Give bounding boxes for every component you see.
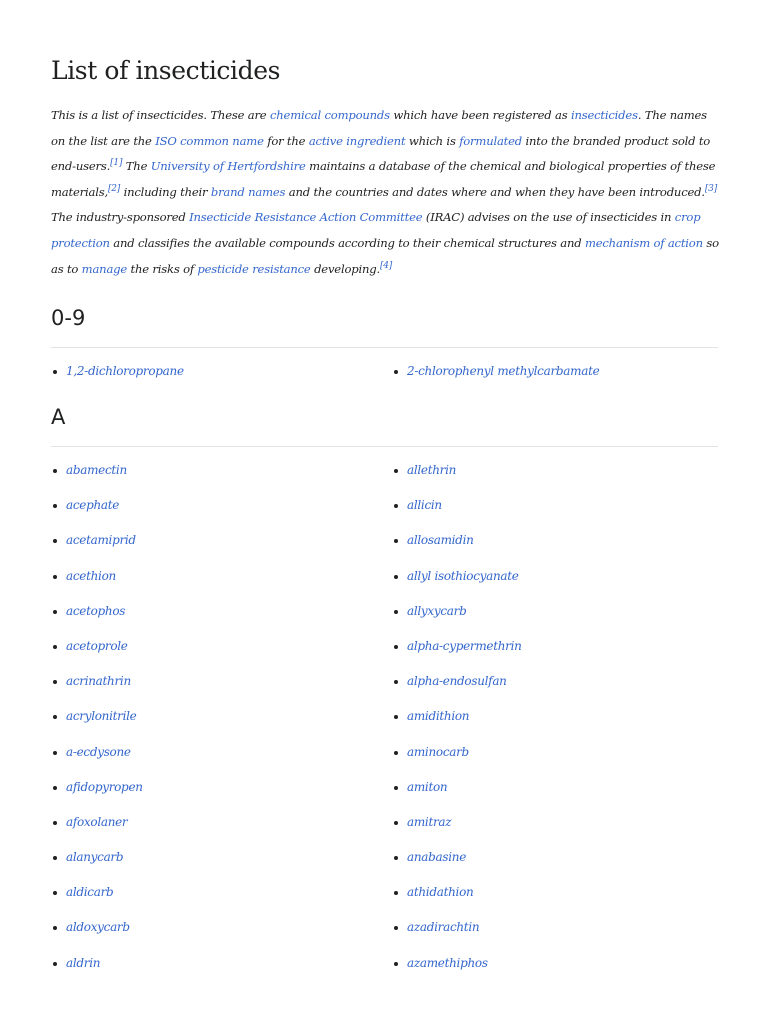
list-item	[392, 671, 722, 706]
link-manage[interactable]: manage	[81, 261, 128, 276]
insecticide-link[interactable]: aldicarb	[66, 885, 114, 900]
intro-text: which have been registered as	[389, 108, 571, 122]
intro-paragraph	[51, 103, 719, 282]
reference-1[interactable]: [1]	[110, 158, 123, 169]
insecticide-link[interactable]: acethion	[66, 568, 116, 583]
intro-text: (IRAC) advises on the use of insecticides in	[422, 210, 675, 225]
page-title: List of insecticides	[51, 56, 281, 85]
insecticide-link[interactable]: aldoxycarb	[66, 920, 130, 935]
section-divider	[51, 347, 718, 348]
list-item	[392, 495, 722, 530]
insecticide-link[interactable]: aminocarb	[407, 744, 469, 759]
insecticide-link[interactable]: azadirachtin	[407, 920, 480, 935]
link-iso-common-name[interactable]: ISO common name	[155, 133, 264, 148]
list-item	[51, 917, 381, 952]
list-item	[51, 847, 381, 882]
insecticide-link[interactable]: afidopyropen	[66, 779, 143, 794]
insecticide-link[interactable]: alpha-cypermethrin	[407, 638, 522, 653]
list-item	[392, 601, 722, 636]
insecticide-link[interactable]: afoxolaner	[66, 814, 128, 829]
insecticide-link[interactable]: acetophos	[66, 603, 126, 618]
list-item	[51, 636, 381, 671]
reference-4[interactable]: [4]	[379, 260, 393, 271]
link-pesticide-resistance[interactable]: pesticide resistance	[197, 261, 311, 276]
link-active-ingredient[interactable]: active ingredient	[308, 133, 406, 148]
insecticide-link[interactable]: amiton	[407, 779, 448, 794]
insecticide-link[interactable]: acrinathrin	[66, 674, 131, 689]
intro-text: The	[122, 159, 151, 174]
link-chemical-compounds[interactable]: chemical compounds	[269, 108, 390, 122]
link-mechanism-of-action[interactable]: mechanism of action	[584, 235, 703, 250]
insecticide-link[interactable]: 2-chlorophenyl methylcarbamate	[407, 364, 600, 378]
intro-text: . The names on the list are the	[51, 108, 707, 148]
insecticide-link[interactable]: allethrin	[407, 463, 457, 477]
intro-text: developing.	[310, 261, 380, 276]
intro-text: including their	[120, 184, 211, 199]
list-item	[51, 671, 381, 706]
list-item	[392, 953, 722, 988]
insecticide-link[interactable]: abamectin	[66, 463, 127, 477]
insecticide-link[interactable]: a-ecdysone	[66, 744, 131, 759]
intro-text: and classifies the available compounds according to their chemical structures and	[109, 235, 585, 250]
insecticide-link[interactable]: amitraz	[407, 814, 452, 829]
list-item	[392, 882, 722, 917]
intro-text: the risks of	[127, 261, 198, 276]
list-item	[392, 361, 722, 396]
list-item	[392, 812, 722, 847]
insecticide-link[interactable]: allicin	[407, 498, 442, 513]
intro-text: This is a list of insecticides. These are	[51, 108, 270, 122]
insecticide-link[interactable]: allyxycarb	[407, 603, 467, 618]
list-item	[392, 460, 722, 495]
insecticide-link[interactable]: 1,2-dichloropropane	[66, 364, 184, 378]
intro-text: maintains a database of the chemical and biological properties of these materials,	[51, 159, 716, 199]
list-column-left	[51, 460, 381, 988]
list-item	[51, 566, 381, 601]
list-item	[392, 530, 722, 565]
reference-3[interactable]: [3]	[704, 183, 718, 194]
list-item	[51, 706, 381, 741]
link-crop-protection[interactable]: crop protection	[51, 210, 701, 250]
list-item	[51, 777, 381, 812]
insecticide-link[interactable]: alpha-endosulfan	[407, 674, 507, 689]
list-item	[51, 953, 381, 988]
insecticide-link[interactable]: azamethiphos	[407, 955, 488, 970]
list-item	[392, 777, 722, 812]
list-column-left	[51, 361, 381, 396]
link-university-of-hertfordshire[interactable]: University of Hertfordshire	[150, 159, 306, 174]
insecticide-link[interactable]: acrylonitrile	[66, 709, 137, 724]
insecticide-link[interactable]: amidithion	[407, 709, 470, 724]
insecticide-link[interactable]: alanycarb	[66, 850, 124, 865]
list-item	[51, 601, 381, 636]
section-heading-0-9[interactable]: 0-9	[51, 306, 86, 330]
insecticide-link[interactable]: allyl isothiocyanate	[407, 568, 519, 583]
list-item	[51, 530, 381, 565]
link-formulated[interactable]: formulated	[459, 133, 523, 148]
section-divider	[51, 446, 718, 447]
list-item	[392, 742, 722, 777]
list-item	[392, 917, 722, 952]
link-insecticides[interactable]: insecticides	[570, 108, 638, 122]
reference-2[interactable]: [2]	[107, 183, 121, 194]
list-item	[51, 812, 381, 847]
insecticide-link[interactable]: anabasine	[407, 850, 466, 865]
intro-text: so as to	[51, 235, 719, 276]
insecticide-link[interactable]: acetoprole	[66, 638, 128, 653]
list-item	[51, 495, 381, 530]
intro-text: which is	[405, 133, 460, 148]
intro-text: for the	[263, 133, 309, 148]
intro-text: The industry-sponsored	[51, 210, 190, 225]
intro-text: into the branded product sold to end-users.	[51, 133, 711, 174]
list-item	[392, 566, 722, 601]
insecticide-link[interactable]: acephate	[66, 498, 120, 513]
list-column-right	[392, 460, 722, 988]
link-brand-names[interactable]: brand names	[210, 184, 286, 199]
intro-text: and the countries and dates where and when they have been introduced.	[285, 184, 705, 199]
insecticide-link[interactable]: allosamidin	[407, 533, 474, 548]
link-irac[interactable]: Insecticide Resistance Action Committee	[189, 210, 423, 225]
list-item	[392, 636, 722, 671]
insecticide-link[interactable]: athidathion	[407, 885, 474, 900]
section-heading-a[interactable]: A	[51, 405, 66, 429]
list-item	[51, 882, 381, 917]
list-item	[51, 361, 381, 396]
list-column-right	[392, 361, 722, 396]
list-item	[51, 460, 381, 495]
list-item	[392, 706, 722, 741]
insecticide-link[interactable]: acetamiprid	[66, 533, 136, 548]
insecticide-link[interactable]: aldrin	[66, 955, 101, 970]
list-item	[392, 847, 722, 882]
list-item	[51, 742, 381, 777]
